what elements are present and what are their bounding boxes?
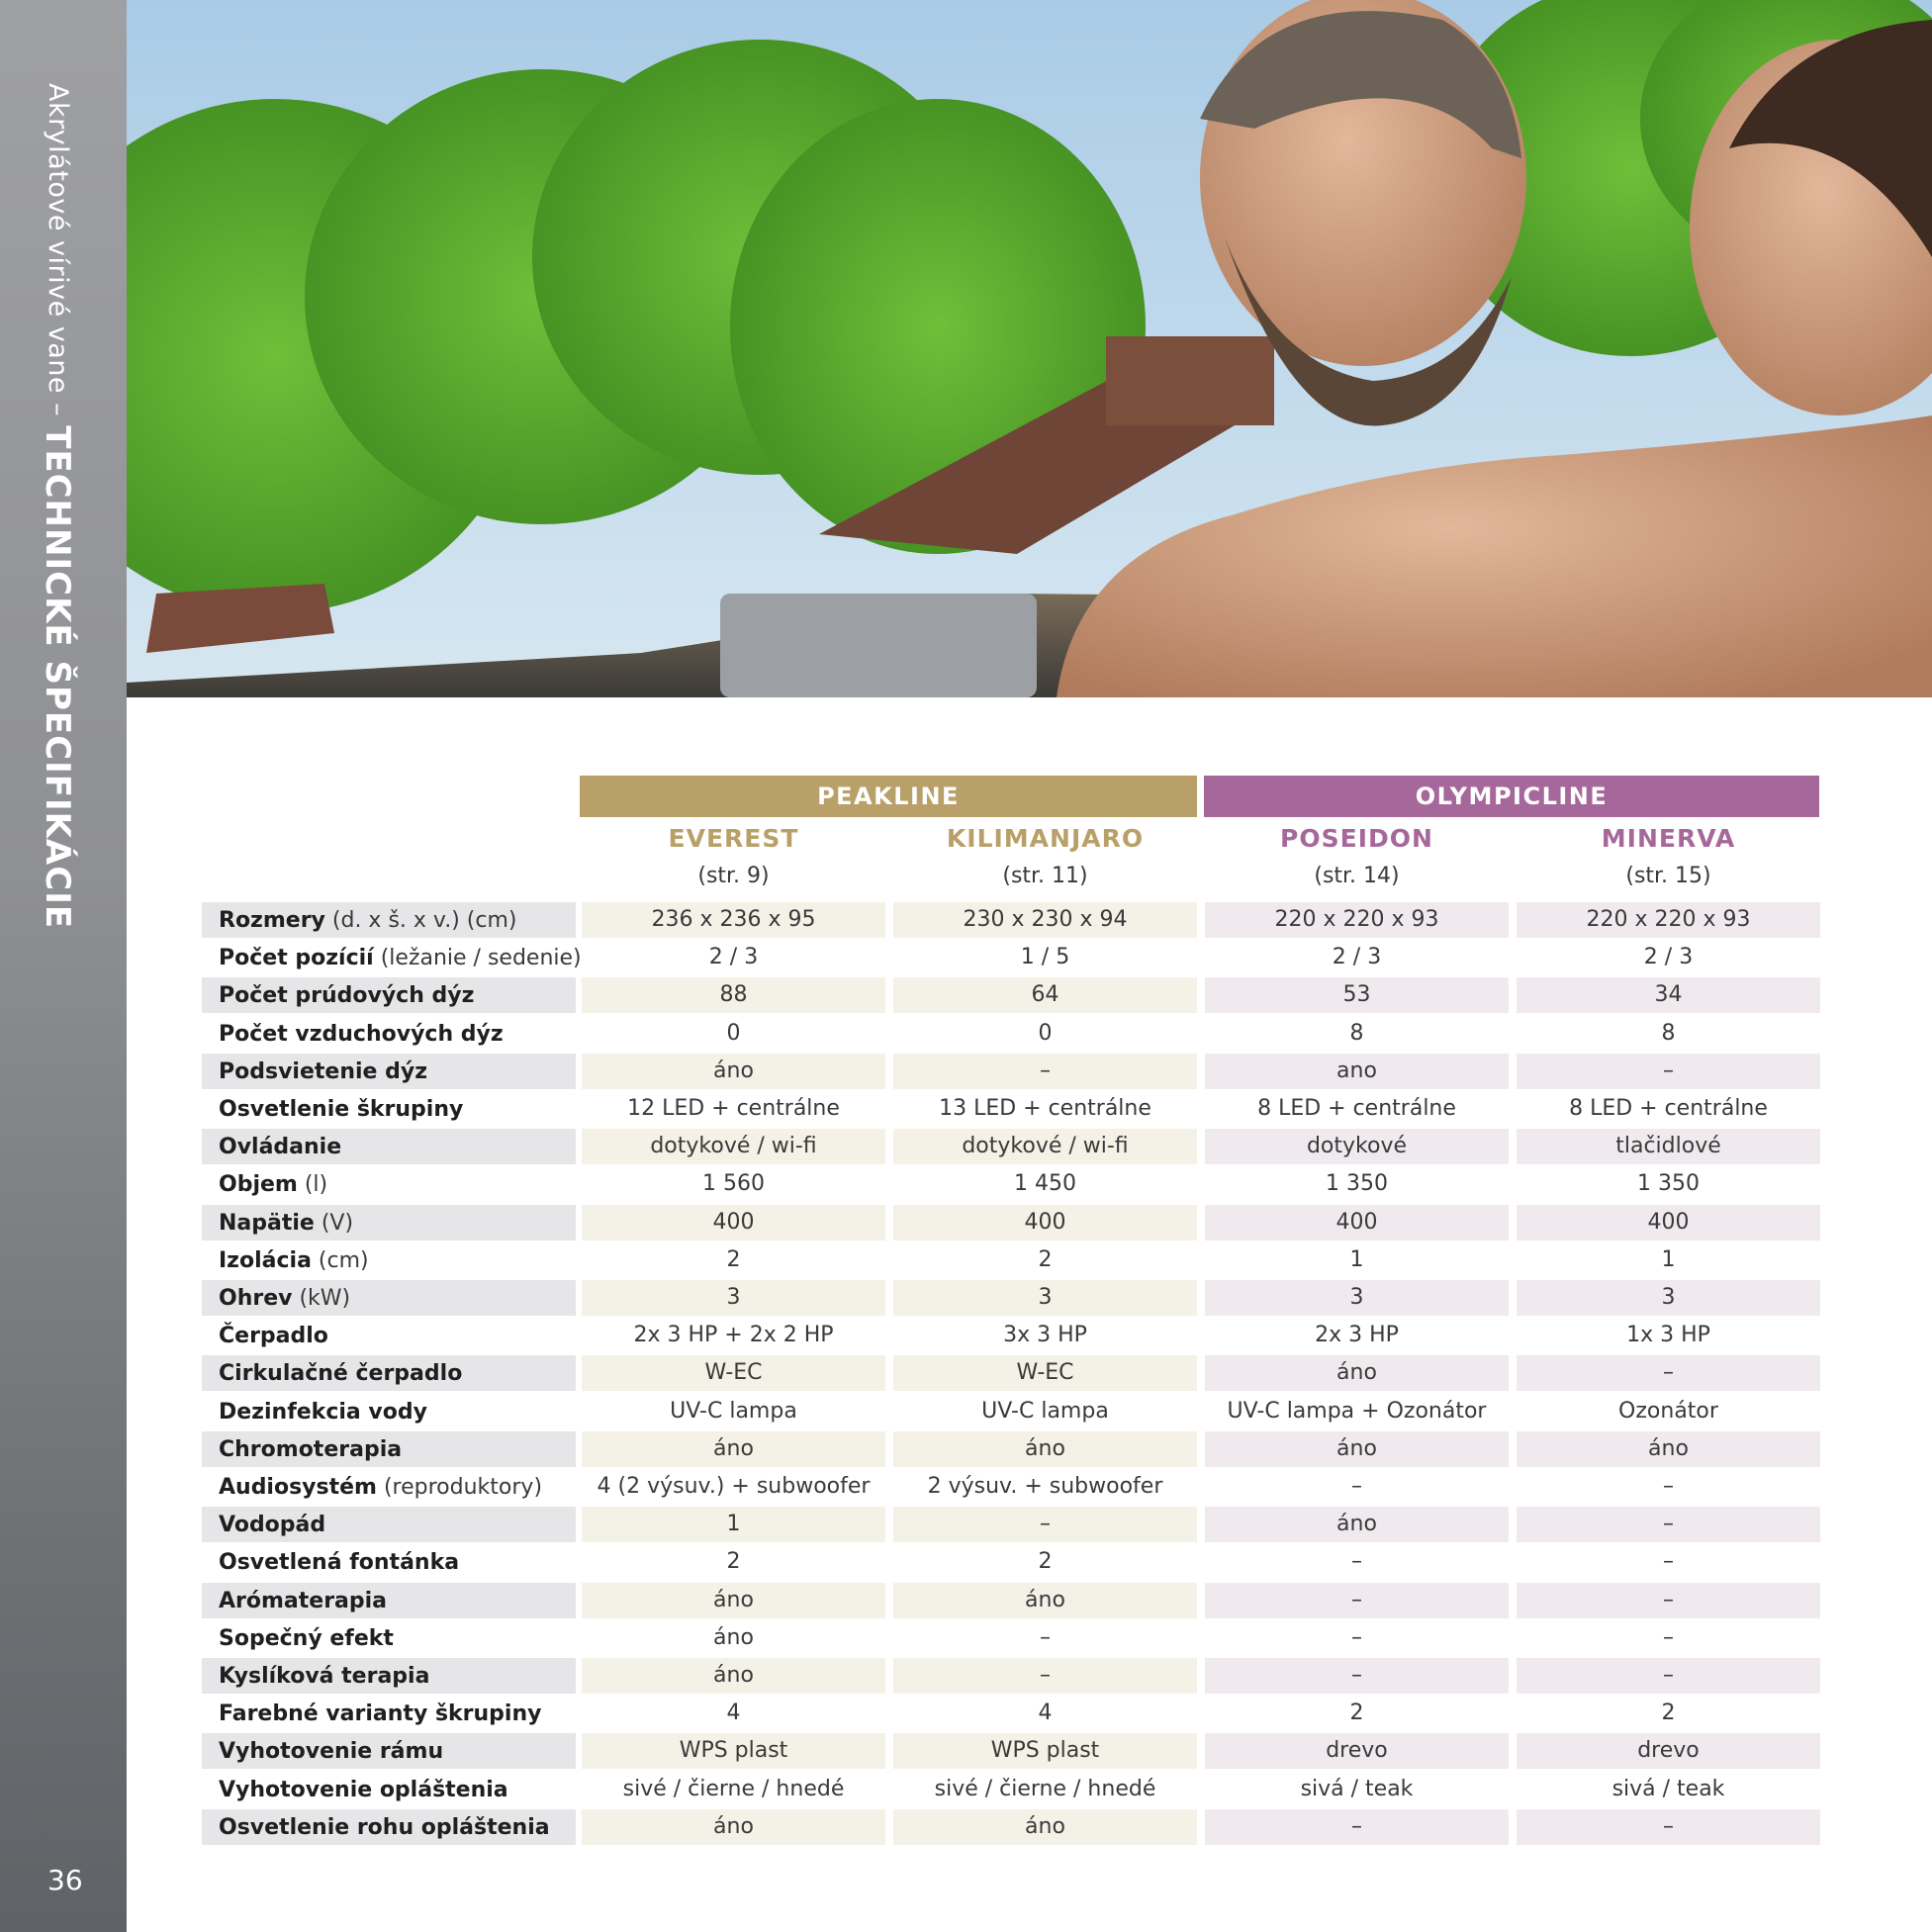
row-label-text: Čerpadlo bbox=[219, 1324, 328, 1348]
row-label-text: Arómaterapia bbox=[219, 1589, 388, 1613]
sidebar-title-strong: TECHNICKÉ ŠPECIFIKÁCIE bbox=[38, 425, 77, 930]
row-label-unit: (cm) bbox=[311, 1248, 369, 1273]
row-label-unit: (V) bbox=[314, 1211, 354, 1236]
table-cell: drevo bbox=[1517, 1733, 1820, 1769]
row-label bbox=[202, 1166, 576, 1202]
table-cell: 400 bbox=[893, 1205, 1197, 1241]
group-header-olympicline: OLYMPICLINE bbox=[1204, 776, 1819, 817]
table-cell: – bbox=[1351, 1625, 1362, 1650]
row-label-text: Kyslíková terapia bbox=[219, 1664, 430, 1689]
table-cell: Ozonátor bbox=[1618, 1399, 1718, 1424]
table-cell: dotykové bbox=[1205, 1129, 1509, 1164]
table-cell: sivé / čierne / hnedé bbox=[622, 1777, 845, 1801]
table-cell: 12 LED + centrálne bbox=[627, 1096, 840, 1121]
row-label-text: Podsvietenie dýz bbox=[219, 1059, 427, 1084]
model-page-minerva: (str. 15) bbox=[1625, 864, 1711, 888]
table-cell: – bbox=[1517, 1658, 1820, 1694]
model-name-poseidon: POSEIDON bbox=[1280, 824, 1433, 853]
row-label-unit: (kW) bbox=[292, 1286, 351, 1311]
table-cell: 8 LED + centrálne bbox=[1257, 1096, 1456, 1121]
table-cell: – bbox=[1040, 1625, 1051, 1650]
row-label bbox=[202, 902, 576, 938]
table-cell: 2 bbox=[1038, 1247, 1053, 1272]
row-label-text: Farebné varianty škrupiny bbox=[219, 1702, 542, 1726]
table-cell: 3x 3 HP bbox=[1003, 1323, 1087, 1347]
table-cell: 2x 3 HP bbox=[1315, 1323, 1399, 1347]
table-cell: – bbox=[1517, 1355, 1820, 1391]
table-cell: ano bbox=[1205, 1054, 1509, 1089]
model-name-everest: EVEREST bbox=[668, 824, 799, 853]
table-cell: – bbox=[1663, 1625, 1674, 1650]
table-cell: 2 / 3 bbox=[1332, 945, 1382, 969]
table-cell: 3 bbox=[582, 1280, 885, 1316]
row-label bbox=[202, 1620, 576, 1656]
row-label-text: Osvetlená fontánka bbox=[219, 1550, 460, 1575]
table-cell: 4 bbox=[726, 1701, 741, 1725]
table-cell: WPS plast bbox=[582, 1733, 885, 1769]
table-cell: áno bbox=[713, 1625, 754, 1650]
row-label-text: Osvetlenie škrupiny bbox=[219, 1097, 464, 1122]
table-cell: 2 bbox=[1661, 1701, 1676, 1725]
table-cell: 8 bbox=[1661, 1021, 1676, 1046]
table-cell: UV-C lampa bbox=[981, 1399, 1109, 1424]
table-cell: 1 350 bbox=[1326, 1171, 1388, 1196]
model-name-kilimanjaro: KILIMANJARO bbox=[946, 824, 1145, 853]
table-cell: áno bbox=[1205, 1355, 1509, 1391]
row-label bbox=[202, 1242, 576, 1278]
table-cell: – bbox=[1517, 1054, 1820, 1089]
row-label-text: Osvetlenie rohu opláštenia bbox=[219, 1815, 550, 1840]
table-cell: dotykové / wi-fi bbox=[893, 1129, 1197, 1164]
table-cell: 88 bbox=[582, 977, 885, 1013]
table-cell: 400 bbox=[582, 1205, 885, 1241]
table-cell: áno bbox=[893, 1583, 1197, 1618]
table-cell: 236 x 236 x 95 bbox=[582, 902, 885, 938]
table-cell: 64 bbox=[893, 977, 1197, 1013]
table-cell: – bbox=[893, 1658, 1197, 1694]
table-cell: – bbox=[1663, 1549, 1674, 1574]
row-label bbox=[202, 1355, 576, 1391]
row-label bbox=[202, 1431, 576, 1467]
table-cell: 1 560 bbox=[702, 1171, 765, 1196]
table-cell: – bbox=[893, 1507, 1197, 1542]
row-label-text: Sopečný efekt bbox=[219, 1626, 394, 1651]
row-label bbox=[202, 1809, 576, 1845]
row-label bbox=[202, 977, 576, 1013]
row-label-unit: (l) bbox=[297, 1172, 328, 1197]
table-cell: 400 bbox=[1517, 1205, 1820, 1241]
row-label bbox=[202, 1583, 576, 1618]
table-cell: 3 bbox=[1517, 1280, 1820, 1316]
table-cell: 0 bbox=[1038, 1021, 1053, 1046]
row-label bbox=[202, 1054, 576, 1089]
table-cell: sivá / teak bbox=[1611, 1777, 1725, 1801]
table-cell: áno bbox=[582, 1054, 885, 1089]
table-cell: 4 bbox=[1038, 1701, 1053, 1725]
table-cell: – bbox=[1517, 1507, 1820, 1542]
table-cell: 2 bbox=[726, 1549, 741, 1574]
table-cell: – bbox=[1205, 1658, 1509, 1694]
row-label bbox=[202, 1507, 576, 1542]
table-cell: áno bbox=[1205, 1431, 1509, 1467]
table-cell: áno bbox=[893, 1431, 1197, 1467]
table-cell: 2 bbox=[726, 1247, 741, 1272]
table-cell: sivé / čierne / hnedé bbox=[934, 1777, 1156, 1801]
table-cell: tlačidlové bbox=[1517, 1129, 1820, 1164]
row-label bbox=[202, 1772, 576, 1807]
table-cell: 1 bbox=[582, 1507, 885, 1542]
table-cell: 3 bbox=[893, 1280, 1197, 1316]
row-label-text: Dezinfekcia vody bbox=[219, 1400, 427, 1425]
table-cell: UV-C lampa bbox=[670, 1399, 797, 1424]
row-label-text: Vodopád bbox=[219, 1513, 326, 1537]
row-label-text: Objem bbox=[219, 1172, 298, 1197]
row-label bbox=[202, 1205, 576, 1241]
table-cell: 1 bbox=[1349, 1247, 1364, 1272]
row-label bbox=[202, 1016, 576, 1052]
row-label-text: Izolácia bbox=[219, 1248, 312, 1273]
model-page-everest: (str. 9) bbox=[697, 864, 770, 888]
row-label-text: Počet pozícií bbox=[219, 946, 374, 970]
table-cell: – bbox=[1205, 1583, 1509, 1618]
table-cell: drevo bbox=[1205, 1733, 1509, 1769]
row-label bbox=[202, 940, 582, 975]
table-cell: 13 LED + centrálne bbox=[939, 1096, 1151, 1121]
table-cell: 1 350 bbox=[1637, 1171, 1700, 1196]
row-label-text: Vyhotovenie rámu bbox=[219, 1739, 444, 1764]
table-cell: – bbox=[1517, 1583, 1820, 1618]
row-label-text: Ovládanie bbox=[219, 1135, 342, 1159]
row-label-text: Audiosystém bbox=[219, 1475, 377, 1500]
table-cell: 53 bbox=[1205, 977, 1509, 1013]
table-cell: 2 / 3 bbox=[708, 945, 759, 969]
row-label-text: Chromoterapia bbox=[219, 1437, 403, 1462]
row-label-text: Počet vzduchových dýz bbox=[219, 1022, 504, 1047]
row-label bbox=[202, 1658, 576, 1694]
row-label bbox=[202, 1733, 576, 1769]
row-label bbox=[202, 1280, 576, 1316]
row-label bbox=[202, 1091, 576, 1127]
row-label-text: Ohrev bbox=[219, 1286, 293, 1311]
table-cell: 400 bbox=[1205, 1205, 1509, 1241]
table-cell: WPS plast bbox=[893, 1733, 1197, 1769]
table-cell: áno bbox=[582, 1809, 885, 1845]
table-cell: 3 bbox=[1205, 1280, 1509, 1316]
row-label-text: Počet prúdových dýz bbox=[219, 983, 475, 1008]
row-label bbox=[202, 1544, 576, 1580]
row-label bbox=[202, 1394, 576, 1429]
row-label-text: Vyhotovenie opláštenia bbox=[219, 1778, 508, 1802]
table-cell: 34 bbox=[1517, 977, 1820, 1013]
table-cell: 8 bbox=[1349, 1021, 1364, 1046]
table-cell: 1 bbox=[1661, 1247, 1676, 1272]
table-cell: 1x 3 HP bbox=[1626, 1323, 1710, 1347]
row-label-text: Rozmery bbox=[219, 908, 325, 933]
table-cell: W-EC bbox=[582, 1355, 885, 1391]
row-label-text: Cirkulačné čerpadlo bbox=[219, 1361, 463, 1386]
table-cell: – bbox=[1663, 1474, 1674, 1499]
table-cell: – bbox=[893, 1054, 1197, 1089]
row-label bbox=[202, 1318, 576, 1353]
table-cell: 2 / 3 bbox=[1643, 945, 1694, 969]
table-cell: 220 x 220 x 93 bbox=[1205, 902, 1509, 938]
row-label-unit: (d. x š. x v.) (cm) bbox=[324, 908, 517, 933]
table-cell: 1 450 bbox=[1014, 1171, 1076, 1196]
table-cell: 8 LED + centrálne bbox=[1569, 1096, 1768, 1121]
row-label-unit: (reproduktory) bbox=[376, 1475, 543, 1500]
table-cell: – bbox=[1351, 1474, 1362, 1499]
table-cell: 0 bbox=[726, 1021, 741, 1046]
model-page-kilimanjaro: (str. 11) bbox=[1002, 864, 1088, 888]
row-label bbox=[202, 1129, 576, 1164]
row-label bbox=[202, 1469, 576, 1505]
sidebar-title-light: Akrylátové vírivé vane – bbox=[43, 83, 73, 426]
table-cell: áno bbox=[582, 1583, 885, 1618]
row-label bbox=[202, 1696, 576, 1731]
table-cell: UV-C lampa + Ozonátor bbox=[1227, 1399, 1487, 1424]
table-cell: 220 x 220 x 93 bbox=[1517, 902, 1820, 938]
table-cell: W-EC bbox=[893, 1355, 1197, 1391]
table-cell: 2 bbox=[1349, 1701, 1364, 1725]
table-cell: 2 bbox=[1038, 1549, 1053, 1574]
model-name-minerva: MINERVA bbox=[1601, 824, 1736, 853]
table-cell: áno bbox=[1517, 1431, 1820, 1467]
table-cell: dotykové / wi-fi bbox=[582, 1129, 885, 1164]
group-header-peakline: PEAKLINE bbox=[580, 776, 1197, 817]
table-cell: 2 výsuv. + subwoofer bbox=[927, 1474, 1163, 1499]
table-cell: 1 / 5 bbox=[1020, 945, 1070, 969]
table-cell: – bbox=[1205, 1809, 1509, 1845]
table-cell: 230 x 230 x 94 bbox=[893, 902, 1197, 938]
table-cell: 4 (2 výsuv.) + subwoofer bbox=[597, 1474, 871, 1499]
table-cell: áno bbox=[893, 1809, 1197, 1845]
row-label-text: Napätie bbox=[219, 1211, 315, 1236]
table-cell: sivá / teak bbox=[1300, 1777, 1414, 1801]
table-cell: áno bbox=[1205, 1507, 1509, 1542]
table-cell: – bbox=[1351, 1549, 1362, 1574]
model-page-poseidon: (str. 14) bbox=[1314, 864, 1400, 888]
page-number: 36 bbox=[47, 1864, 83, 1896]
table-cell: áno bbox=[582, 1658, 885, 1694]
table-cell: 2x 3 HP + 2x 2 HP bbox=[633, 1323, 834, 1347]
row-label-unit: (ležanie / sedenie) bbox=[373, 946, 582, 970]
table-cell: – bbox=[1517, 1809, 1820, 1845]
table-cell: áno bbox=[582, 1431, 885, 1467]
